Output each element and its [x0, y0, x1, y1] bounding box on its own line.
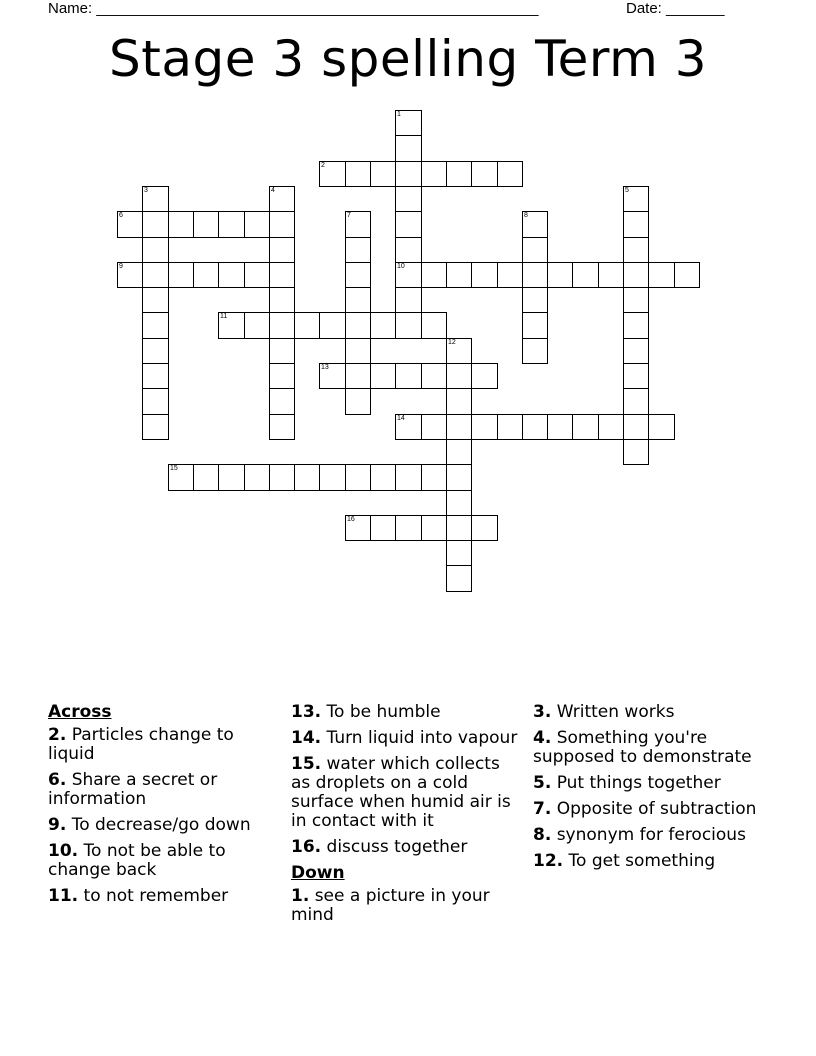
- grid-cell[interactable]: [244, 312, 270, 339]
- grid-cell[interactable]: [471, 515, 498, 541]
- grid-cell[interactable]: [370, 161, 396, 187]
- grid-cell[interactable]: [598, 262, 624, 288]
- grid-cell[interactable]: [168, 464, 194, 491]
- grid-cell[interactable]: [345, 338, 371, 364]
- grid-cell[interactable]: [193, 464, 219, 491]
- clue-number: 8: [524, 212, 528, 219]
- clue-text: To get something: [563, 851, 716, 871]
- grid-cell[interactable]: [421, 161, 447, 187]
- clue-number: 4: [271, 187, 275, 194]
- grid-cell[interactable]: [522, 312, 548, 339]
- clue-text: Particles change to liquid: [48, 725, 234, 764]
- clue-number-label: 3.: [533, 702, 552, 722]
- grid-cell[interactable]: [395, 363, 422, 389]
- clue-item: [291, 887, 523, 925]
- clue-text: Something you're supposed to demonstrate: [533, 728, 752, 767]
- grid-cell[interactable]: [142, 312, 169, 339]
- grid-cell[interactable]: [244, 211, 270, 238]
- clue-number-label: 13.: [291, 702, 322, 722]
- clue-number-label: 6.: [48, 770, 67, 790]
- clue-number-label: 14.: [291, 728, 322, 748]
- grid-cell[interactable]: [674, 262, 700, 288]
- grid-cell[interactable]: [218, 312, 245, 339]
- clues-column-1: [48, 703, 263, 913]
- grid-cell[interactable]: [319, 363, 346, 389]
- grid-cell[interactable]: [623, 363, 649, 389]
- grid-cell[interactable]: [269, 237, 295, 263]
- clue-text: Written works: [551, 702, 675, 722]
- grid-cell[interactable]: [395, 312, 422, 339]
- grid-cell[interactable]: [345, 515, 371, 541]
- clue-item: [291, 755, 523, 831]
- clues-column-3: [533, 703, 773, 878]
- grid-cell[interactable]: [345, 262, 371, 288]
- grid-cell[interactable]: [218, 464, 245, 491]
- grid-cell[interactable]: [168, 211, 194, 238]
- grid-cell[interactable]: [345, 464, 371, 491]
- grid-cell[interactable]: [572, 414, 599, 440]
- grid-cell[interactable]: [395, 515, 422, 541]
- clue-text: To not be able to change back: [48, 841, 226, 880]
- section-heading: Across: [48, 702, 112, 722]
- grid-cell[interactable]: [395, 211, 422, 238]
- grid-cell[interactable]: [547, 414, 573, 440]
- grid-cell[interactable]: [471, 262, 498, 288]
- clue-text: To decrease/go down: [66, 815, 251, 835]
- grid-cell[interactable]: [142, 262, 169, 288]
- clue-item: [533, 852, 773, 871]
- grid-cell[interactable]: [598, 414, 624, 440]
- clue-text: discuss together: [321, 837, 468, 857]
- grid-cell[interactable]: [522, 287, 548, 313]
- grid-cell[interactable]: [395, 262, 422, 288]
- grid-cell[interactable]: [193, 262, 219, 288]
- page-title: Stage 3 spelling Term 3: [108, 30, 708, 88]
- grid-cell[interactable]: [269, 414, 295, 440]
- grid-cell[interactable]: [142, 363, 169, 389]
- clue-item: [48, 771, 263, 809]
- clue-text: synonym for ferocious: [551, 825, 746, 845]
- grid-cell[interactable]: [345, 161, 371, 187]
- grid-cell[interactable]: [345, 388, 371, 415]
- grid-cell[interactable]: [446, 464, 472, 491]
- grid-cell[interactable]: [168, 262, 194, 288]
- grid-cell[interactable]: [522, 262, 548, 288]
- clue-item: [48, 842, 263, 880]
- clue-text: To be humble: [321, 702, 441, 722]
- grid-cell[interactable]: [244, 262, 270, 288]
- clues-column-2: [291, 703, 523, 932]
- grid-cell[interactable]: [269, 464, 295, 491]
- grid-cell[interactable]: [547, 262, 573, 288]
- grid-cell[interactable]: [370, 363, 396, 389]
- grid-cell[interactable]: [269, 211, 295, 238]
- clue-item: [48, 887, 263, 906]
- grid-cell[interactable]: [421, 515, 447, 541]
- grid-cell[interactable]: [117, 262, 143, 288]
- grid-cell[interactable]: [370, 515, 396, 541]
- grid-cell[interactable]: [522, 211, 548, 238]
- clue-number-label: 8.: [533, 825, 552, 845]
- grid-cell[interactable]: [648, 262, 675, 288]
- grid-cell[interactable]: [142, 237, 169, 263]
- grid-cell[interactable]: [446, 565, 472, 592]
- grid-cell[interactable]: [142, 338, 169, 364]
- clue-number: 13: [321, 364, 329, 371]
- clue-number: 12: [448, 339, 456, 346]
- grid-cell[interactable]: [319, 161, 346, 187]
- grid-cell[interactable]: [471, 414, 498, 440]
- grid-cell[interactable]: [142, 211, 169, 238]
- clue-number-label: 1.: [291, 886, 310, 906]
- grid-cell[interactable]: [395, 237, 422, 263]
- clue-number: 15: [170, 465, 178, 472]
- grid-cell[interactable]: [497, 161, 523, 187]
- grid-cell[interactable]: [294, 464, 320, 491]
- grid-cell[interactable]: [269, 287, 295, 313]
- clue-item: [533, 826, 773, 845]
- clue-item: [291, 703, 523, 722]
- grid-cell[interactable]: [370, 312, 396, 339]
- clue-number: 7: [347, 212, 351, 219]
- grid-cell[interactable]: [142, 186, 169, 212]
- clue-number-label: 2.: [48, 725, 67, 745]
- grid-cell[interactable]: [446, 515, 472, 541]
- grid-cell[interactable]: [244, 464, 270, 491]
- grid-cell[interactable]: [319, 312, 346, 339]
- grid-cell[interactable]: [345, 211, 371, 238]
- name-label: Name: _____________________________________________________: [48, 0, 539, 17]
- grid-cell[interactable]: [522, 338, 548, 364]
- clue-item: [48, 726, 263, 764]
- clue-number: 2: [321, 162, 325, 169]
- grid-cell[interactable]: [446, 414, 472, 440]
- grid-cell[interactable]: [623, 262, 649, 288]
- grid-cell[interactable]: [522, 414, 548, 440]
- clue-number-label: 5.: [533, 773, 552, 793]
- clue-item: [533, 729, 773, 767]
- grid-cell[interactable]: [218, 262, 245, 288]
- grid-cell[interactable]: [446, 161, 472, 187]
- grid-cell[interactable]: [421, 262, 447, 288]
- clue-number: 14: [397, 415, 405, 422]
- grid-cell[interactable]: [117, 211, 143, 238]
- grid-cell[interactable]: [218, 211, 245, 238]
- grid-cell[interactable]: [269, 363, 295, 389]
- grid-cell[interactable]: [142, 287, 169, 313]
- grid-cell[interactable]: [370, 464, 396, 491]
- grid-cell[interactable]: [446, 439, 472, 465]
- clue-number: 16: [347, 516, 355, 523]
- grid-cell[interactable]: [623, 388, 649, 415]
- grid-cell[interactable]: [421, 414, 447, 440]
- grid-cell[interactable]: [319, 464, 346, 491]
- clue-number: 3: [144, 187, 148, 194]
- clue-text: water which collects as droplets on a cold surface when humid air is in contact with it: [291, 754, 511, 831]
- grid-cell[interactable]: [421, 363, 447, 389]
- grid-cell[interactable]: [269, 262, 295, 288]
- grid-cell[interactable]: [395, 186, 422, 212]
- clue-number: 6: [119, 212, 123, 219]
- clue-number: 9: [119, 263, 123, 270]
- grid-cell[interactable]: [142, 414, 169, 440]
- grid-cell[interactable]: [345, 312, 371, 339]
- clue-number: 11: [220, 313, 228, 320]
- clue-number-label: 15.: [291, 754, 322, 774]
- grid-cell[interactable]: [446, 540, 472, 566]
- grid-cell[interactable]: [471, 363, 498, 389]
- grid-cell[interactable]: [623, 237, 649, 263]
- clue-item: [291, 729, 523, 748]
- grid-cell[interactable]: [269, 312, 295, 339]
- clue-item: [533, 774, 773, 793]
- grid-cell[interactable]: [446, 262, 472, 288]
- clue-item: [533, 800, 773, 819]
- grid-cell[interactable]: [193, 211, 219, 238]
- clue-item: [533, 703, 773, 722]
- grid-cell[interactable]: [623, 439, 649, 465]
- section-heading: Down: [291, 863, 345, 883]
- grid-cell[interactable]: [345, 237, 371, 263]
- clue-number: 1: [397, 111, 401, 118]
- clue-text: see a picture in your mind: [291, 886, 490, 925]
- grid-cell[interactable]: [471, 161, 498, 187]
- grid-cell[interactable]: [395, 161, 422, 187]
- grid-cell[interactable]: [345, 287, 371, 313]
- grid-cell[interactable]: [269, 388, 295, 415]
- grid-cell[interactable]: [142, 388, 169, 415]
- grid-cell[interactable]: [294, 312, 320, 339]
- clue-number-label: 16.: [291, 837, 322, 857]
- grid-cell[interactable]: [623, 338, 649, 364]
- clue-number-label: 4.: [533, 728, 552, 748]
- grid-cell[interactable]: [446, 338, 472, 364]
- clue-item: [291, 838, 523, 857]
- date-label: Date: _______: [626, 0, 725, 17]
- clue-number-label: 11.: [48, 886, 79, 906]
- grid-cell[interactable]: [395, 135, 422, 162]
- grid-cell[interactable]: [572, 262, 599, 288]
- grid-cell[interactable]: [623, 312, 649, 339]
- grid-cell[interactable]: [345, 363, 371, 389]
- clue-number-label: 9.: [48, 815, 67, 835]
- grid-cell[interactable]: [497, 414, 523, 440]
- grid-cell[interactable]: [648, 414, 675, 440]
- grid-cell[interactable]: [269, 338, 295, 364]
- grid-cell[interactable]: [421, 464, 447, 491]
- grid-cell[interactable]: [497, 262, 523, 288]
- clue-text: to not remember: [78, 886, 229, 906]
- grid-cell[interactable]: [269, 186, 295, 212]
- clue-number-label: 7.: [533, 799, 552, 819]
- grid-cell[interactable]: [446, 490, 472, 516]
- clue-item: [48, 816, 263, 835]
- clue-text: Turn liquid into vapour: [321, 728, 518, 748]
- clue-text: Put things together: [551, 773, 721, 793]
- clue-number: 5: [625, 187, 629, 194]
- grid-cell[interactable]: [395, 464, 422, 491]
- grid-cell[interactable]: [395, 414, 422, 440]
- clue-number: 10: [397, 263, 405, 270]
- grid-cell[interactable]: [522, 237, 548, 263]
- grid-cell[interactable]: [395, 287, 422, 313]
- clue-text: Opposite of subtraction: [551, 799, 757, 819]
- grid-cell[interactable]: [623, 186, 649, 212]
- grid-cell[interactable]: [446, 388, 472, 415]
- grid-cell[interactable]: [623, 287, 649, 313]
- grid-cell[interactable]: [623, 414, 649, 440]
- clue-text: Share a secret or information: [48, 770, 218, 809]
- clue-number-label: 12.: [533, 851, 564, 871]
- grid-cell[interactable]: [446, 363, 472, 389]
- clue-number-label: 10.: [48, 841, 79, 861]
- grid-cell[interactable]: [421, 312, 447, 339]
- grid-cell[interactable]: [395, 110, 422, 136]
- grid-cell[interactable]: [623, 211, 649, 238]
